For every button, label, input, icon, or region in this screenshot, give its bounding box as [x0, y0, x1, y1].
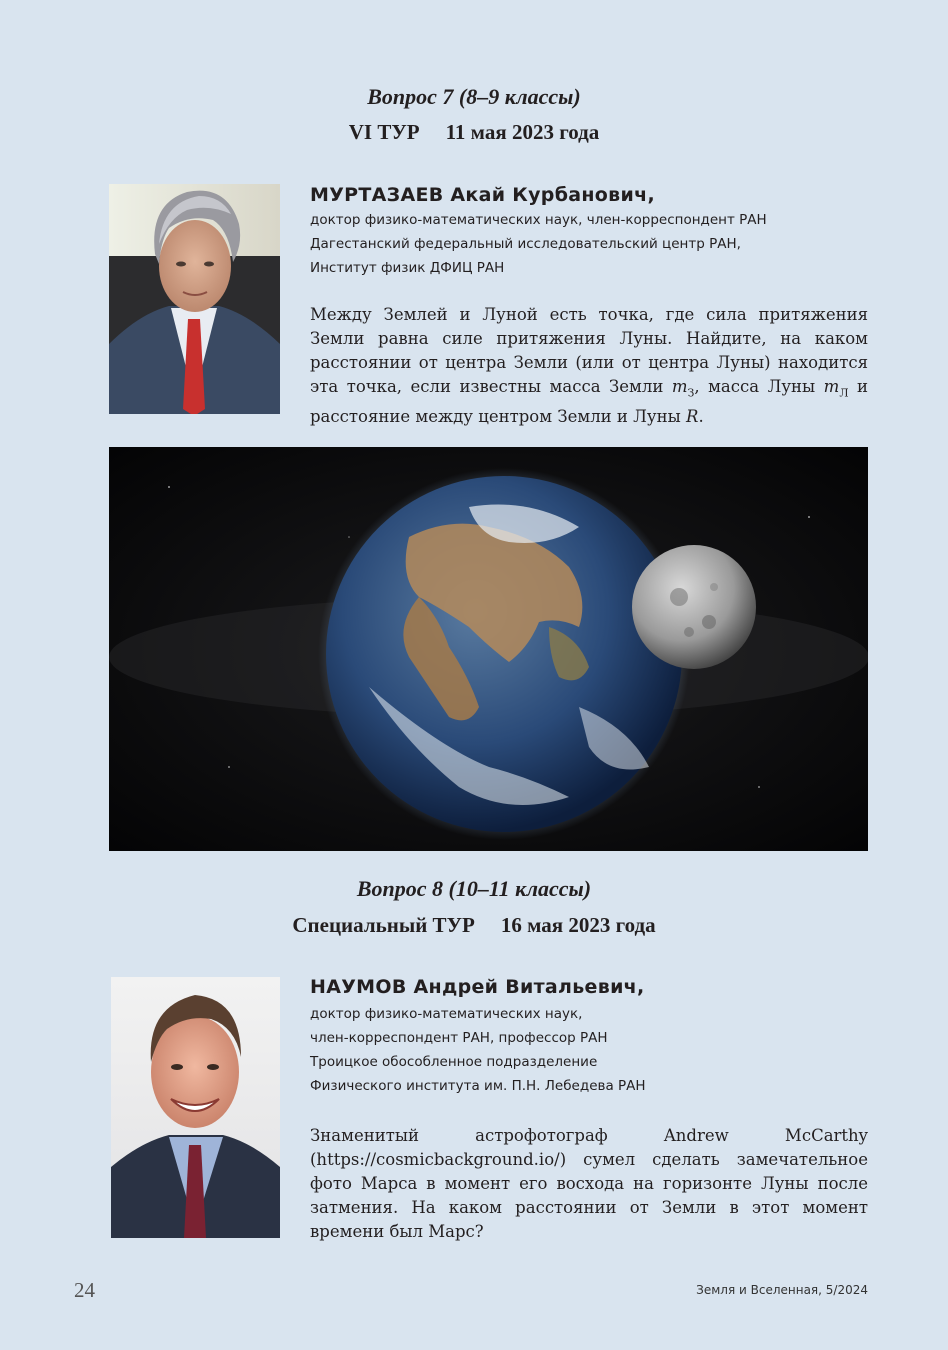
question-7-title: Вопрос 7 (8–9 классы)	[367, 84, 581, 109]
question-7-tour: VI ТУР	[348, 120, 420, 144]
person-info-line: доктор физико-математических наук,	[310, 1006, 583, 1022]
distance-symbol: R	[686, 407, 699, 427]
question-8-tour-line	[0, 913, 948, 938]
question-7-tour-line	[0, 120, 948, 145]
earth-moon-image	[109, 447, 868, 851]
journal-title: Земля и Вселенная, 5/2024	[696, 1283, 868, 1297]
person-info-naumov	[310, 1002, 870, 1098]
mass-symbol-moon: m	[823, 377, 840, 396]
mass-symbol-earth: m	[671, 377, 688, 396]
question-7-text-part: , масса Луны	[694, 377, 824, 396]
question-7-text-part: .	[698, 407, 704, 427]
person-info-murtazaev	[310, 208, 870, 280]
portrait-murtazaev	[109, 184, 280, 414]
subscript-moon: Л	[839, 386, 849, 400]
question-7-text	[310, 303, 868, 429]
question-8-date: 16 мая 2023 года	[500, 913, 656, 937]
question-8-text: Знаменитый астрофотограф Andrew McCarthy (https://cosmicbackground.io/) сумел сделать замечательное фото Марса в момент его восхода на горизонте Луны после затмения. На каком расстоянии от Земли в этот момент времени был Марс?	[310, 1126, 868, 1241]
person-info-line: Институт физик ДФИЦ РАН	[310, 260, 505, 276]
question-7-text-part: и расстояние между центром Земли и Луны	[310, 377, 868, 427]
question-8-title: Вопрос 8 (10–11 классы)	[356, 876, 592, 901]
person-name-naumov: НАУМОВ Андрей Витальевич,	[310, 976, 645, 998]
question-7-date: 11 мая 2023 года	[445, 120, 600, 144]
portrait-naumov	[111, 977, 280, 1238]
page-number: 24	[74, 1278, 95, 1302]
person-info-line: Троицкое обособленное подразделение	[310, 1054, 598, 1070]
question-8-tour: Специальный ТУР	[292, 913, 475, 937]
person-name-murtazaev: МУРТАЗАЕВ Акай Курбанович,	[310, 184, 655, 206]
person-info-line: Физического института им. П.Н. Лебедева РАН	[310, 1078, 646, 1094]
person-info-line: член-корреспондент РАН, профессор РАН	[310, 1030, 608, 1046]
person-info-line: Дагестанский федеральный исследовательский центр РАН,	[310, 236, 741, 252]
person-info-line: доктор физико-математических наук, член-корреспондент РАН	[310, 212, 767, 228]
subscript-earth: З	[687, 386, 695, 400]
question-7-text-part: Между Землей и Луной есть точка, где сила притяжения Земли равна силе притяжения Луны. Найдите, на каком расстоянии от центра Земли (или от центра Луны) находится эта точка, если известны масса Земли	[310, 305, 868, 396]
